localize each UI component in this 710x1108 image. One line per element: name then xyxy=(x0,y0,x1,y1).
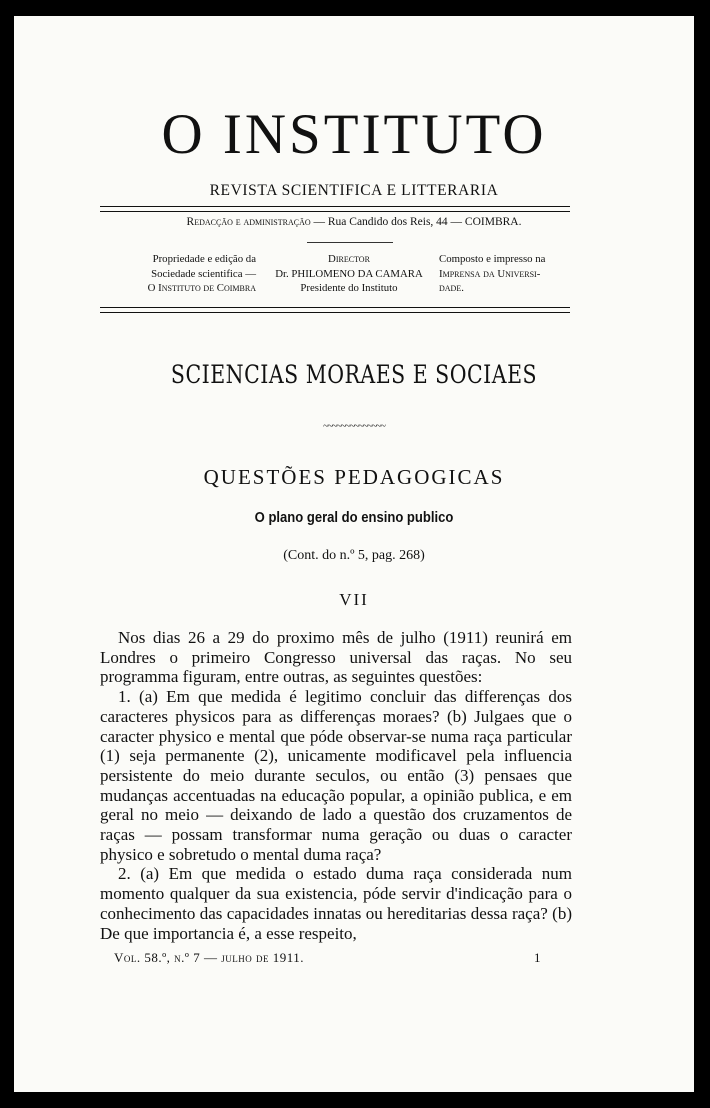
publisher-left-line: Propriedade e edição da xyxy=(152,253,256,265)
publisher-left-column xyxy=(96,252,256,296)
body-paragraph: 2. (a) Em que medida o estado duma raça considerada num momento qualquer da sua existencia, póde servir d'indicação para o conhecimento das capacidades innatas ou hereditarias dessa raça? (b) De que importancia é, a esse respeito, xyxy=(100,864,572,943)
body-paragraph: Nos dias 26 a 29 do proximo mês de julho (1911) reunirá em Londres o primeiro Congresso universal das raças. No seu programma figuram, entre outras, as seguintes questões: xyxy=(100,628,572,687)
printer-line: dade. xyxy=(439,282,464,294)
admin-label: Redacção e administração xyxy=(186,216,311,228)
director-role: Presidente do Instituto xyxy=(300,282,398,294)
director-name: Dr. PHILOMENO DA CAMARA xyxy=(275,267,423,280)
page-number: 1 xyxy=(534,950,541,965)
article-title: QUESTÕES PEDAGOGICAS xyxy=(203,465,505,489)
article-body xyxy=(100,628,572,943)
ornament-divider: ~~~~~~~~~~~~~~ xyxy=(323,421,385,432)
footer-volume: Vol. 58.º, n.º 7 — julho de 1911. xyxy=(114,950,304,965)
printer-line: Imprensa da Universi- xyxy=(439,267,541,280)
masthead-title: O INSTITUTO xyxy=(161,103,547,166)
double-rule-top xyxy=(100,206,570,212)
printer-line: Composto e impresso na xyxy=(439,253,546,265)
body-paragraph: 1. (a) Em que medida é legitimo concluir das differenças dos caracteres physicos para as differenças moraes? (b) Julgaes que o caracter physico e mental que póde observar-se numa raça particular (1) seja permanente (2), unicamente modificavel pela influencia persistente do meio durante seculos, ou então (3) pensaes que mudanças accentuadas na educação popular, a opinião publica, e em geral no meio — deixando de lado a questão dos cruzamentos de raças — possam transformar numa geração ou duas o caracter physico e sobretudo o mental duma raça? xyxy=(100,687,572,864)
director-label: Director xyxy=(328,253,370,265)
continuation-note: (Cont. do n.º 5, pag. 268) xyxy=(283,548,425,563)
journal-page xyxy=(14,16,694,1092)
chapter-number: VII xyxy=(339,590,369,609)
admin-line xyxy=(14,216,694,228)
short-divider xyxy=(307,242,393,243)
masthead-subtitle: REVISTA SCIENTIFICA E LITTERARIA xyxy=(209,182,499,199)
publisher-left-line: O Instituto de Coimbra xyxy=(147,282,256,294)
double-rule-bottom xyxy=(100,307,570,313)
section-title: SCIENCIAS MORAES E SOCIAES xyxy=(170,360,538,389)
article-subtitle: O plano geral do ensino publico xyxy=(254,510,454,526)
publisher-left-line: Sociedade scientifica — xyxy=(151,267,256,280)
director-column xyxy=(254,252,444,296)
printer-column xyxy=(439,252,574,296)
admin-address: — Rua Candido dos Reis, 44 — COIMBRA. xyxy=(313,216,522,228)
